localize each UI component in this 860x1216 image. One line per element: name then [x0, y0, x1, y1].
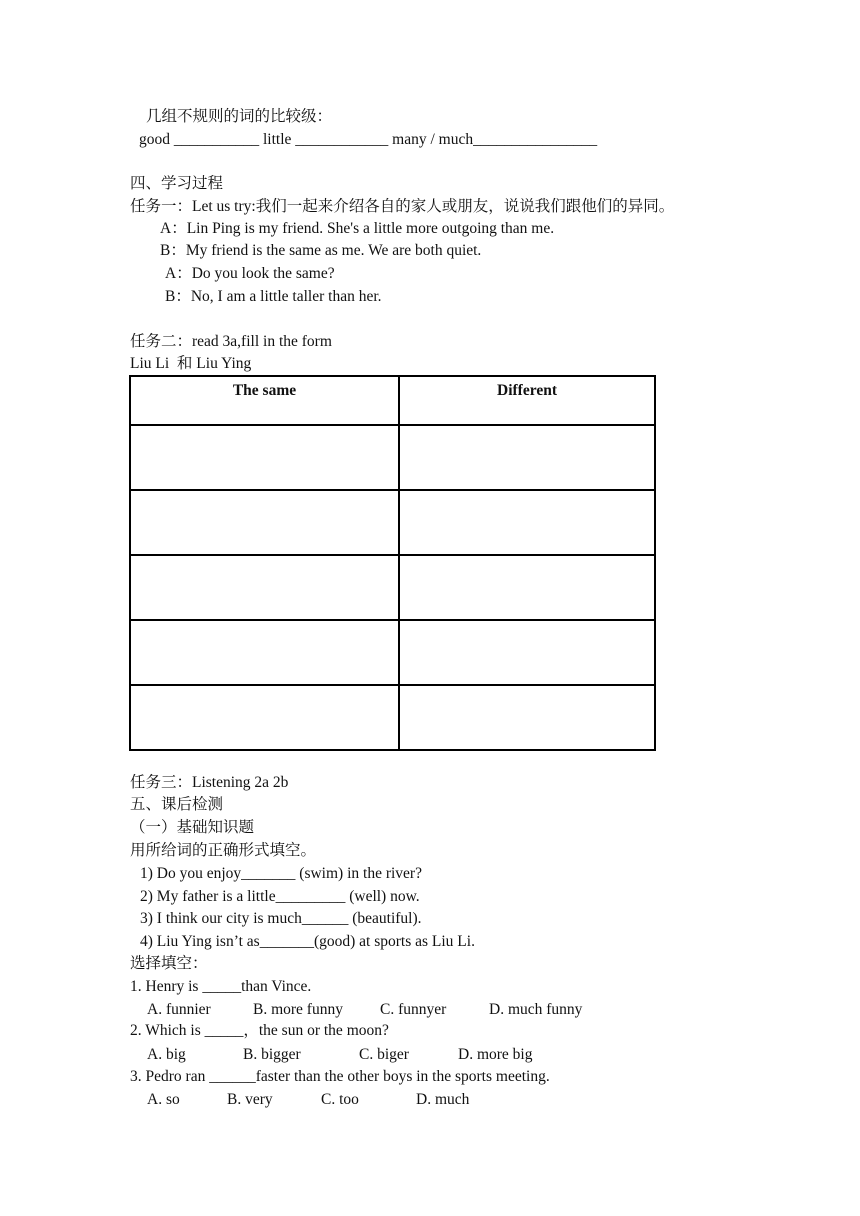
same-cell[interactable] [130, 490, 399, 555]
option: B. more funny [253, 1001, 343, 1018]
question-text: 3. Pedro ran ______faster than the other boys in the sports meeting. [130, 1068, 550, 1085]
choice-heading: 选择填空： [130, 955, 208, 972]
task2-text: 任务二：read 3a,fill in the form [130, 333, 332, 350]
option: B. bigger [243, 1046, 301, 1063]
different-cell[interactable] [399, 555, 655, 620]
question-text: 1. Henry is _____than Vince. [130, 978, 312, 995]
dialog-line: A：Do you look the same? [165, 265, 335, 282]
option: D. more big [458, 1046, 533, 1063]
dialog-line: A：Lin Ping is my friend. She's a little more outgoing than me. [160, 220, 555, 237]
table-row [130, 555, 655, 620]
different-cell[interactable] [399, 685, 655, 750]
same-cell[interactable] [130, 425, 399, 490]
table-row [130, 490, 655, 555]
irregular-comparatives-heading: 几组不规则的词的比较级： [146, 108, 333, 125]
option: C. too [321, 1091, 359, 1108]
table-row [130, 425, 655, 490]
section4-heading: 四、学习过程 [130, 175, 224, 192]
dialog-line: B：My friend is the same as me. We are both quiet. [160, 242, 482, 259]
table-row [130, 685, 655, 750]
option: C. funnyer [380, 1001, 447, 1018]
column-header-same: The same [130, 376, 399, 425]
task1-text: 任务一：Let us try:我们一起来介绍各自的家人或朋友，说说我们跟他们的异同。 [130, 198, 675, 215]
option: D. much funny [489, 1001, 583, 1018]
option: C. biger [359, 1046, 409, 1063]
basic-knowledge-heading: （一）基础知识题 [130, 819, 255, 836]
different-cell[interactable] [399, 425, 655, 490]
table-header-row [130, 376, 655, 425]
fill-item: 4) Liu Ying isn’t as_______(good) at sports as Liu Li. [140, 933, 475, 950]
dialog-line: B：No, I am a little taller than her. [165, 288, 382, 305]
task2-subtitle: Liu Li 和 Liu Ying [130, 355, 252, 372]
table-row [130, 620, 655, 685]
option: A. so [147, 1091, 180, 1108]
question-text: 2. Which is _____，the sun or the moon? [130, 1022, 389, 1039]
same-cell[interactable] [130, 685, 399, 750]
option: A. big [147, 1046, 186, 1063]
fill-item: 3) I think our city is much______ (beautiful). [140, 910, 422, 927]
task3-text: 任务三：Listening 2a 2b [130, 774, 289, 791]
column-header-different: Different [399, 376, 655, 425]
fill-instruction: 用所给词的正确形式填空。 [130, 842, 317, 859]
fill-item: 2) My father is a little_________ (well) now. [140, 888, 420, 905]
fill-item: 1) Do you enjoy_______ (swim) in the river? [140, 865, 422, 882]
option: B. very [227, 1091, 273, 1108]
option: D. much [416, 1091, 470, 1108]
same-cell[interactable] [130, 620, 399, 685]
irregular-comparatives-blanks: good ___________ little ____________ many / much________________ [139, 131, 598, 148]
different-cell[interactable] [399, 490, 655, 555]
comparison-form-table [129, 375, 656, 751]
section5-heading: 五、课后检测 [130, 796, 224, 813]
option: A. funnier [147, 1001, 211, 1018]
different-cell[interactable] [399, 620, 655, 685]
same-cell[interactable] [130, 555, 399, 620]
